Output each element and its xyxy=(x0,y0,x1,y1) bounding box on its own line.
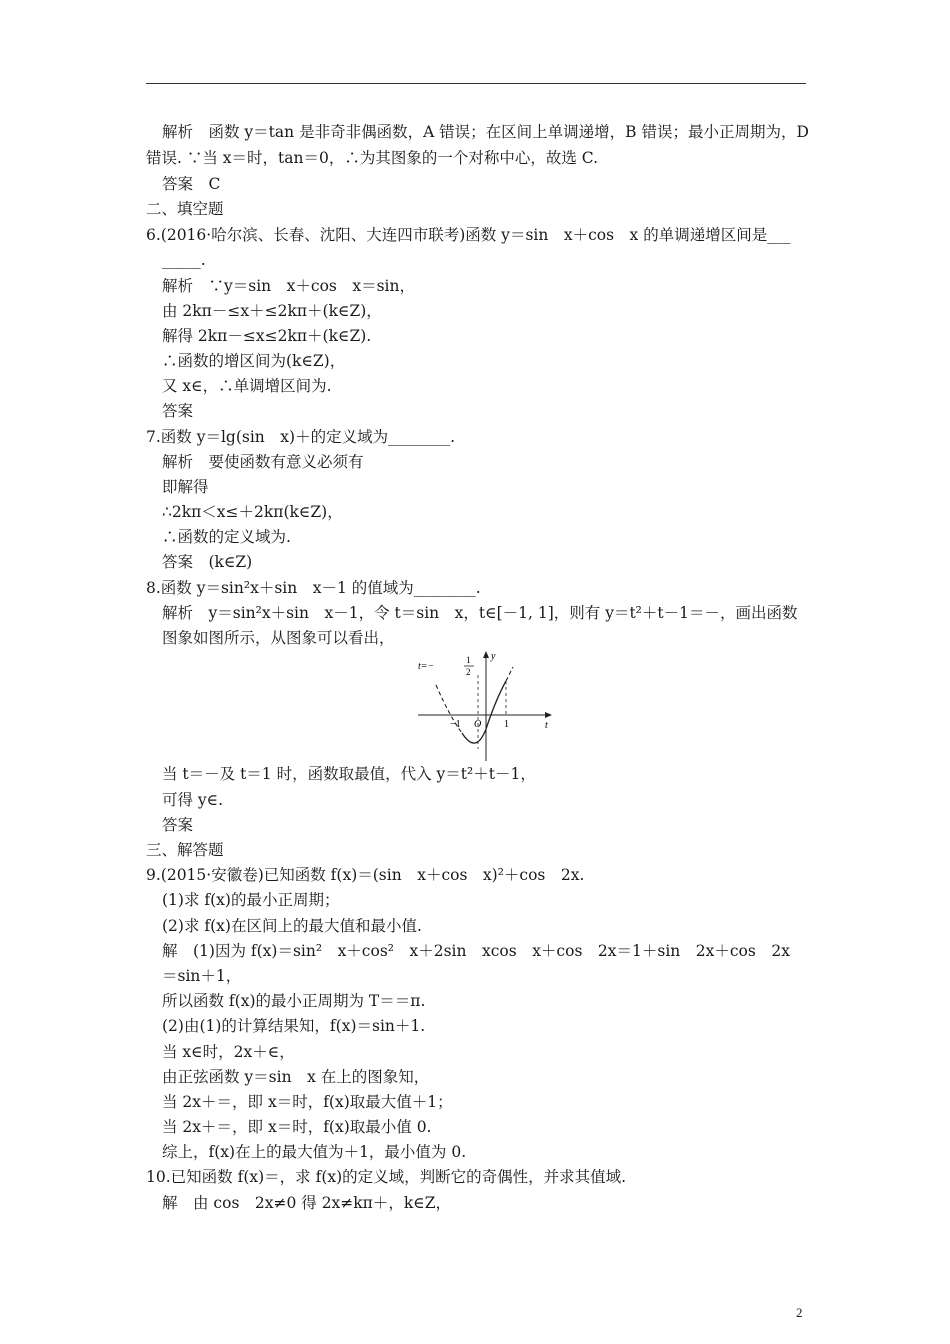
text-line: 解析 函数 y＝tan 是非奇非偶函数，A 错误；在区间上单调递增，B 错误；最小正周期为，D xyxy=(162,123,809,141)
half-denominator: 2 xyxy=(466,667,471,677)
text-line: _____. xyxy=(162,251,206,269)
question-7: 7.函数 y＝lg(sin x)＋的定义域为________. xyxy=(146,428,456,446)
parabola-dashed-right xyxy=(506,667,513,681)
one-label: 1 xyxy=(504,719,509,730)
text-line: 当 t＝－及 t＝1 时，函数取最值，代入 y＝t²＋t－1， xyxy=(162,765,536,783)
text-line: 由正弦函数 y＝sin x 在上的图象知， xyxy=(162,1068,430,1086)
t-axis-arrow-icon xyxy=(545,712,552,718)
text-line: 解 由 cos 2x≠0 得 2x≠kπ＋，k∈Z， xyxy=(162,1194,452,1212)
text-line: 综上，f(x)在上的最大值为＋1，最小值为 0. xyxy=(162,1143,467,1161)
question-10: 10.已知函数 f(x)＝，求 f(x)的定义域，判断它的奇偶性，并求其值域. xyxy=(146,1168,627,1186)
minus-one-label: −1 xyxy=(450,719,461,730)
text-line: ＝sin＋1， xyxy=(162,967,242,985)
text-line: 错误. ∵当 x＝时，tan＝0，∴为其图象的一个对称中心，故选 C. xyxy=(146,149,598,167)
page-number: 2 xyxy=(796,1305,803,1320)
text-line: 答案 (k∈Z) xyxy=(162,553,253,571)
text-line: 当 2x＋＝，即 x＝时，f(x)取最大值＋1； xyxy=(162,1093,453,1111)
text-line: 解析 要使函数有意义必须有 xyxy=(162,453,364,471)
text-line: 答案 C xyxy=(162,175,221,193)
text-line: 答案 xyxy=(162,402,194,420)
question-6: 6.(2016·哈尔滨、长春、沈阳、大连四市联考)函数 y＝sin x＋cos x 的单调递增区间是___ xyxy=(146,226,791,244)
text-line: 又 x∈，∴单调增区间为. xyxy=(162,377,332,395)
section-heading: 二、填空题 xyxy=(146,200,224,218)
t-axis-label: t xyxy=(545,720,548,731)
origin-label: O xyxy=(474,719,482,730)
text-line: ∴2kπ＜x≤＋2kπ(k∈Z)， xyxy=(162,503,343,521)
text-line: 解得 2kπ－≤x≤2kπ＋(k∈Z). xyxy=(162,327,372,345)
question-8: 8.函数 y＝sin²x＋sin x－1 的值域为________. xyxy=(146,579,481,597)
text-line: (1)求 f(x)的最小正周期； xyxy=(162,891,340,909)
y-axis-arrow-icon xyxy=(483,651,489,658)
y-axis-label: y xyxy=(491,651,496,662)
parabola-solid xyxy=(462,681,506,743)
text-line: ∴函数的定义域为. xyxy=(162,528,291,546)
text-line: 当 2x＋＝，即 x＝时，f(x)取最小值 0. xyxy=(162,1118,432,1136)
section-heading: 三、解答题 xyxy=(146,841,224,859)
text-line: (2)由(1)的计算结果知，f(x)＝sin＋1. xyxy=(162,1017,426,1035)
text-line: 由 2kπ－≤x＋≤2kπ＋(k∈Z)， xyxy=(162,302,382,320)
parabola-figure xyxy=(414,645,556,765)
text-line: 解析 y＝sin²x＋sin x－1，令 t＝sin x，t∈[－1, 1]，则有 y＝t²＋t－1＝－，画出函数 xyxy=(162,604,798,622)
text-line: 可得 y∈. xyxy=(162,791,224,809)
text-line: (2)求 f(x)在区间上的最大值和最小值. xyxy=(162,917,422,935)
question-9: 9.(2015·安徽卷)已知函数 f(x)＝(sin x＋cos x)²＋cos 2x. xyxy=(146,866,585,884)
text-line: 答案 xyxy=(162,816,194,834)
t-eq-label: t=− xyxy=(418,661,435,672)
text-line: 即解得 xyxy=(162,478,209,496)
header-rule xyxy=(146,83,806,84)
half-numerator: 1 xyxy=(466,655,471,665)
text-line: ∴函数的增区间为(k∈Z)， xyxy=(162,352,346,370)
text-line: 当 x∈时，2x＋∈， xyxy=(162,1043,295,1061)
text-line: 所以函数 f(x)的最小正周期为 T＝＝π. xyxy=(162,992,426,1010)
text-line: 图象如图所示，从图象可以看出， xyxy=(162,629,395,647)
text-line: 解 (1)因为 f(x)＝sin² x＋cos² x＋2sin xcos x＋cos 2x＝1＋sin 2x＋cos 2x xyxy=(162,942,790,960)
text-line: 解析 ∵y＝sin x＋cos x＝sin， xyxy=(162,277,415,295)
